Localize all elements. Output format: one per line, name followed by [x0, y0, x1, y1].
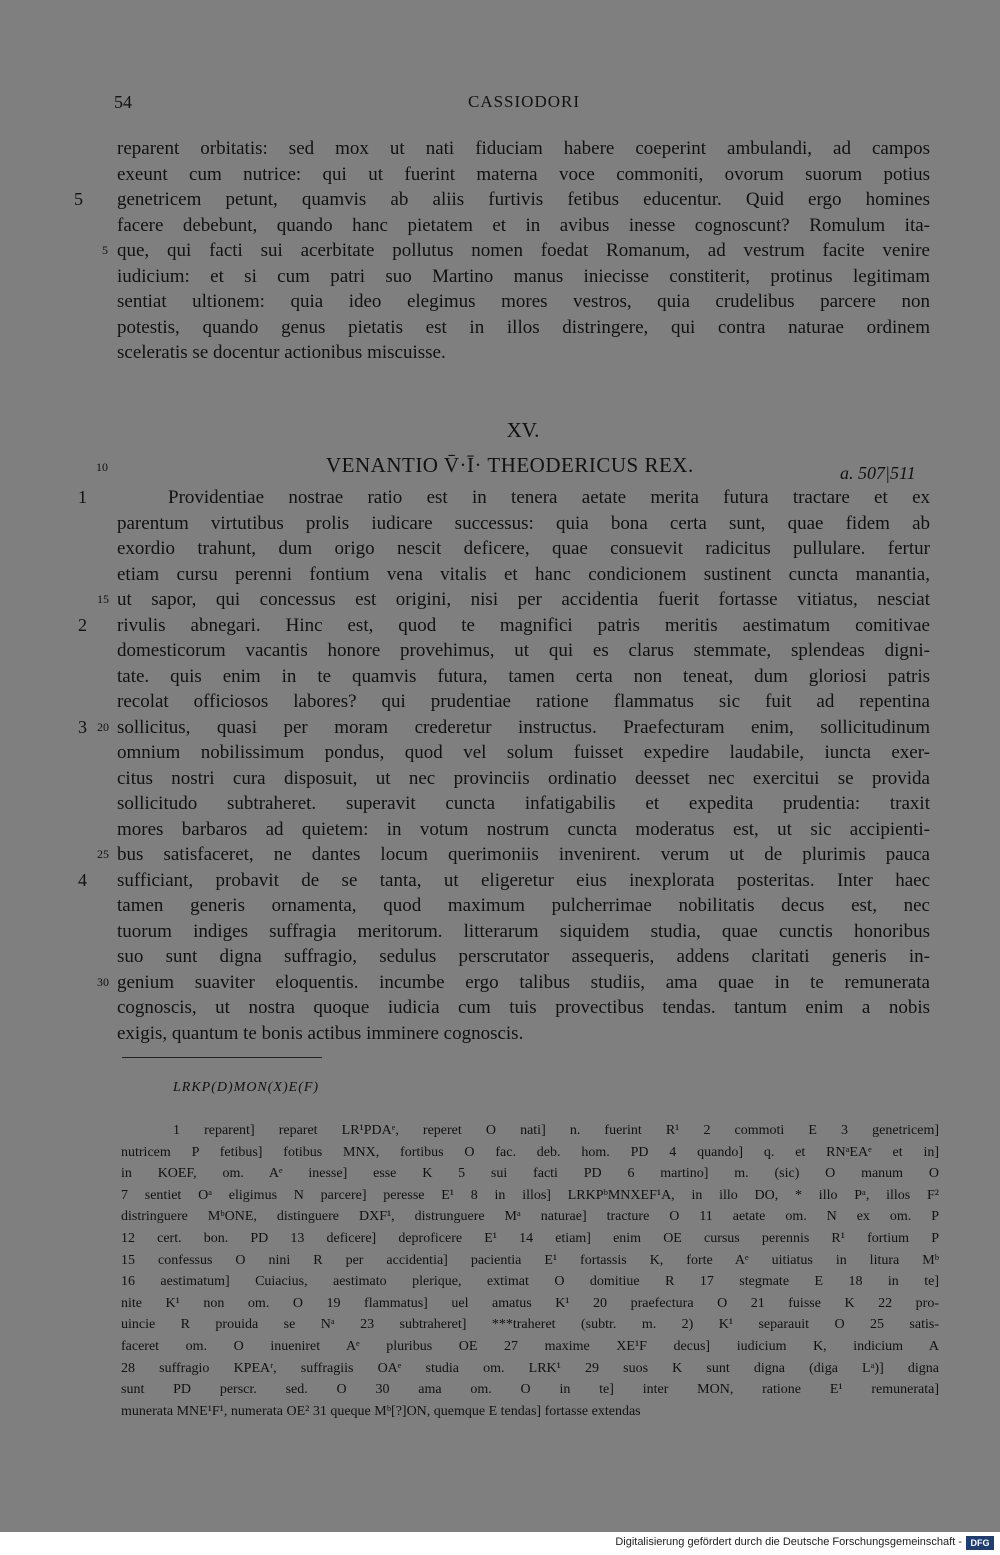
text-line: sollicitudo subtraheret. superavit cuncta infatigabilis et expedita prudentia: traxit — [117, 793, 930, 814]
text-line: etiam cursu perenni fontium vena vitalis et hanc condicionem sustinent cuncta manantia, — [117, 563, 930, 585]
text-line: recolat officiosos labores? qui prudentiae ratione flammatus sic fuit ad repentina — [117, 691, 930, 712]
text-line: omnium nobilissimum pondus, quod vel solum fuisset expedire laudabile, iuncta exer- — [117, 742, 930, 763]
text-line: exigis, quantum te bonis actibus imminere cognoscis. — [117, 1022, 524, 1044]
text-line: suo sunt digna suffragio, sedulus perscrutator assequeris, addens claritati generis in- — [117, 946, 930, 967]
apparatus-line: in KOEF, om. Aᵉ inesse] esse K 5 sui facti PD 6 martino] m. (sic) O manum O — [121, 1166, 939, 1182]
text-line: Providentiae nostrae ratio est in tenera aetate merita futura tractare et ex — [168, 487, 930, 508]
dfg-logo: DFG — [966, 1536, 994, 1550]
paragraph-number: 3 — [78, 716, 87, 737]
text-line: exeunt cum nutrice: qui ut fuerint materna voce commoniti, ovorum suorum potius — [117, 163, 930, 185]
text-line: parentum virtutibus prolis iudicare successus: quia bona certa sunt, quae fidem ab — [117, 512, 930, 534]
text-line: facere debebunt, quando hanc pietatem et in avibus inesse cognoscunt? Romulum ita- — [117, 214, 930, 236]
apparatus-line: distringuere MᵇONE, distinguere DXF¹, distrunguere Mᵃ naturae] tracture O 11 aetate om. N ex om. P — [121, 1209, 939, 1225]
apparatus-line: faceret om. O inueniret Aᵉ pluribus OE 27 maxime XE¹F decus] iudicium K, indicium A — [121, 1339, 939, 1354]
text-line: sentiat ultionem: quia ideo elegimus mores vestros, quia crudelibus parcere non — [117, 291, 930, 312]
text-line: tamen generis ornamenta, quod maximum pulcherrimae nobilitatis decus est, nec — [117, 895, 930, 916]
text-line: sceleratis se docentur actionibus miscuisse. — [117, 342, 446, 363]
letter-title: VENANTIO V̄·Ī· THEODERICUS REX. — [326, 453, 694, 477]
text-line: exordio trahunt, dum origo nescit deficere, quae consuevit radicitus pullulare. fertur — [117, 538, 930, 559]
line-marker: 25 — [97, 847, 109, 861]
apparatus-line: 7 sentiet Oᵃ eligimus N parcere] peresse E¹ 8 in illos] LRKPᵇMNXEF¹A, in illo DO, * illo Pᵃ, illos F² — [121, 1187, 939, 1203]
apparatus-line: 15 confessus O nini R per accidentia] pacientia E¹ fortassis K, forte Aᵉ uitiatus in litura Mᵇ — [121, 1252, 939, 1268]
footer-bar — [0, 1532, 1000, 1555]
text-line: sufficiant, probavit de se tanta, ut eligeretur eius inexplorata posteritas. Inter haec — [117, 869, 930, 891]
text-line: ut sapor, qui concessus est origini, nisi per accidentia fuerit fortasse vitiatus, nesciat — [117, 589, 930, 610]
text-line: sollicitus, quasi per moram crederetur instructus. Praefecturam enim, sollicitudinum — [117, 716, 930, 738]
line-marker-10: 10 — [96, 460, 108, 474]
line-marker: 5 — [102, 243, 108, 257]
text-line: bus satisfaceret, ne dantes locum querimoniis invenirent. verum ut de plurimis pauca — [117, 844, 930, 865]
text-line: mores barbaros ad quietem: in votum nostrum cuncta moderatus est, ut sic accipienti- — [117, 818, 930, 840]
line-marker: 20 — [97, 719, 109, 734]
manuscript-sigla: LRKP(D)MON(X)E(F) — [173, 1080, 320, 1095]
apparatus-line: 12 cert. bon. PD 13 deficere] deproficere E¹ 14 etiam] enim OE cursus perennis R¹ fortium P — [121, 1231, 939, 1246]
line-marker: 30 — [97, 974, 109, 989]
apparatus-line: sunt PD perscr. sed. O 30 ama om. O in te] inter MON, ratione E¹ remunerata] — [121, 1382, 939, 1398]
paragraph-number: 2 — [78, 614, 87, 635]
text-line: citus nostri cura disposuit, ut nec provinciis ordinatio deesset nec exercitui se provida — [117, 767, 930, 789]
text-line: que, qui facti sui acerbitate pollutus nomen foedat Romanum, ad vestrum facite venire — [117, 240, 930, 261]
text-line: tuorum indiges suffragia meritorum. litterarum siquidem studia, quae cunctis honoribus — [117, 920, 930, 942]
page-number: 54 — [114, 92, 132, 112]
text-line: reparent orbitatis: sed mox ut nati fiduciam habere coeperint ambulandi, ad campos — [117, 138, 930, 159]
apparatus-line: uincie R prouida se Nᵃ 23 subtraheret] ***traheret (subtr. m. 2) K¹ separauit O 25 satis- — [121, 1317, 939, 1333]
text-line: rivulis abnegari. Hinc est, quod te magnifici patris meritis aestimatum comitivae — [117, 614, 930, 636]
apparatus-rule — [122, 1057, 322, 1058]
running-head: CASSIODORI — [467, 92, 581, 111]
apparatus-line: 1 reparent] reparet LR¹PDAᵉ, reperet O nati] n. fuerint R¹ 2 commoti E 3 genetricem] — [173, 1123, 939, 1138]
text-line: cognoscis, ut nostra quoque iudicia cum tuis provectibus tendas. tantum enim a nobis — [117, 997, 930, 1018]
paragraph-number: 1 — [78, 487, 87, 507]
apparatus-line: nite K¹ non om. O 19 flammatus] uel amatus K¹ 20 praefectura O 21 fuisse K 22 pro- — [121, 1295, 939, 1311]
text-line: domesticorum vacantis honore provehimus, ut qui es clarus stemmate, splendeas digni- — [117, 640, 930, 661]
apparatus-line: 28 suffragio KPEAʳ, suffragiis OAᵉ studia om. LRK¹ 29 suos K sunt digna (diga Lᵃ)] digna — [121, 1360, 939, 1376]
apparatus-line: nutricem P fetibus] fotibus MNX, fortibus O fac. deb. hom. PD 4 quando] q. et RNᵃEAᵉ et in] — [121, 1144, 939, 1160]
text-line: genetricem petunt, quamvis ab aliis furtivis fetibus educentur. Quid ergo homines — [117, 189, 930, 210]
apparatus-line: munerata MNE¹F¹, numerata OE² 31 queque Mᵇ[?]ON, quemque E tendas] fortasse extendas — [121, 1403, 641, 1419]
apparatus-line: 16 aestimatum] Cuiacius, aestimato plerique, extimat O domitiue R 17 stegmate E 18 in te] — [121, 1274, 939, 1290]
line-marker: 15 — [97, 592, 109, 606]
text-line: genium suaviter eloquentis. incumbe ergo talibus studiis, ama quae in te remunerata — [117, 971, 930, 993]
text-line: iudicium: et si cum patri suo Martino manus iniecisse constiterit, protinus legitimam — [117, 265, 930, 287]
letter-date: a. 507|511 — [840, 463, 916, 483]
funding-credit: Digitalisierung gefördert durch die Deutsche Forschungsgemeinschaft - — [615, 1536, 962, 1548]
paragraph-number: 4 — [78, 869, 87, 890]
text-line: tate. quis enim in te quamvis futura, tamen certa non teneat, dum gloriosi patris — [117, 665, 930, 687]
line-number: 5 — [74, 189, 83, 209]
section-number: XV. — [506, 418, 540, 442]
text-line: potestis, quando genus pietatis est in illos distringere, qui contra naturae ordinem — [117, 316, 930, 338]
